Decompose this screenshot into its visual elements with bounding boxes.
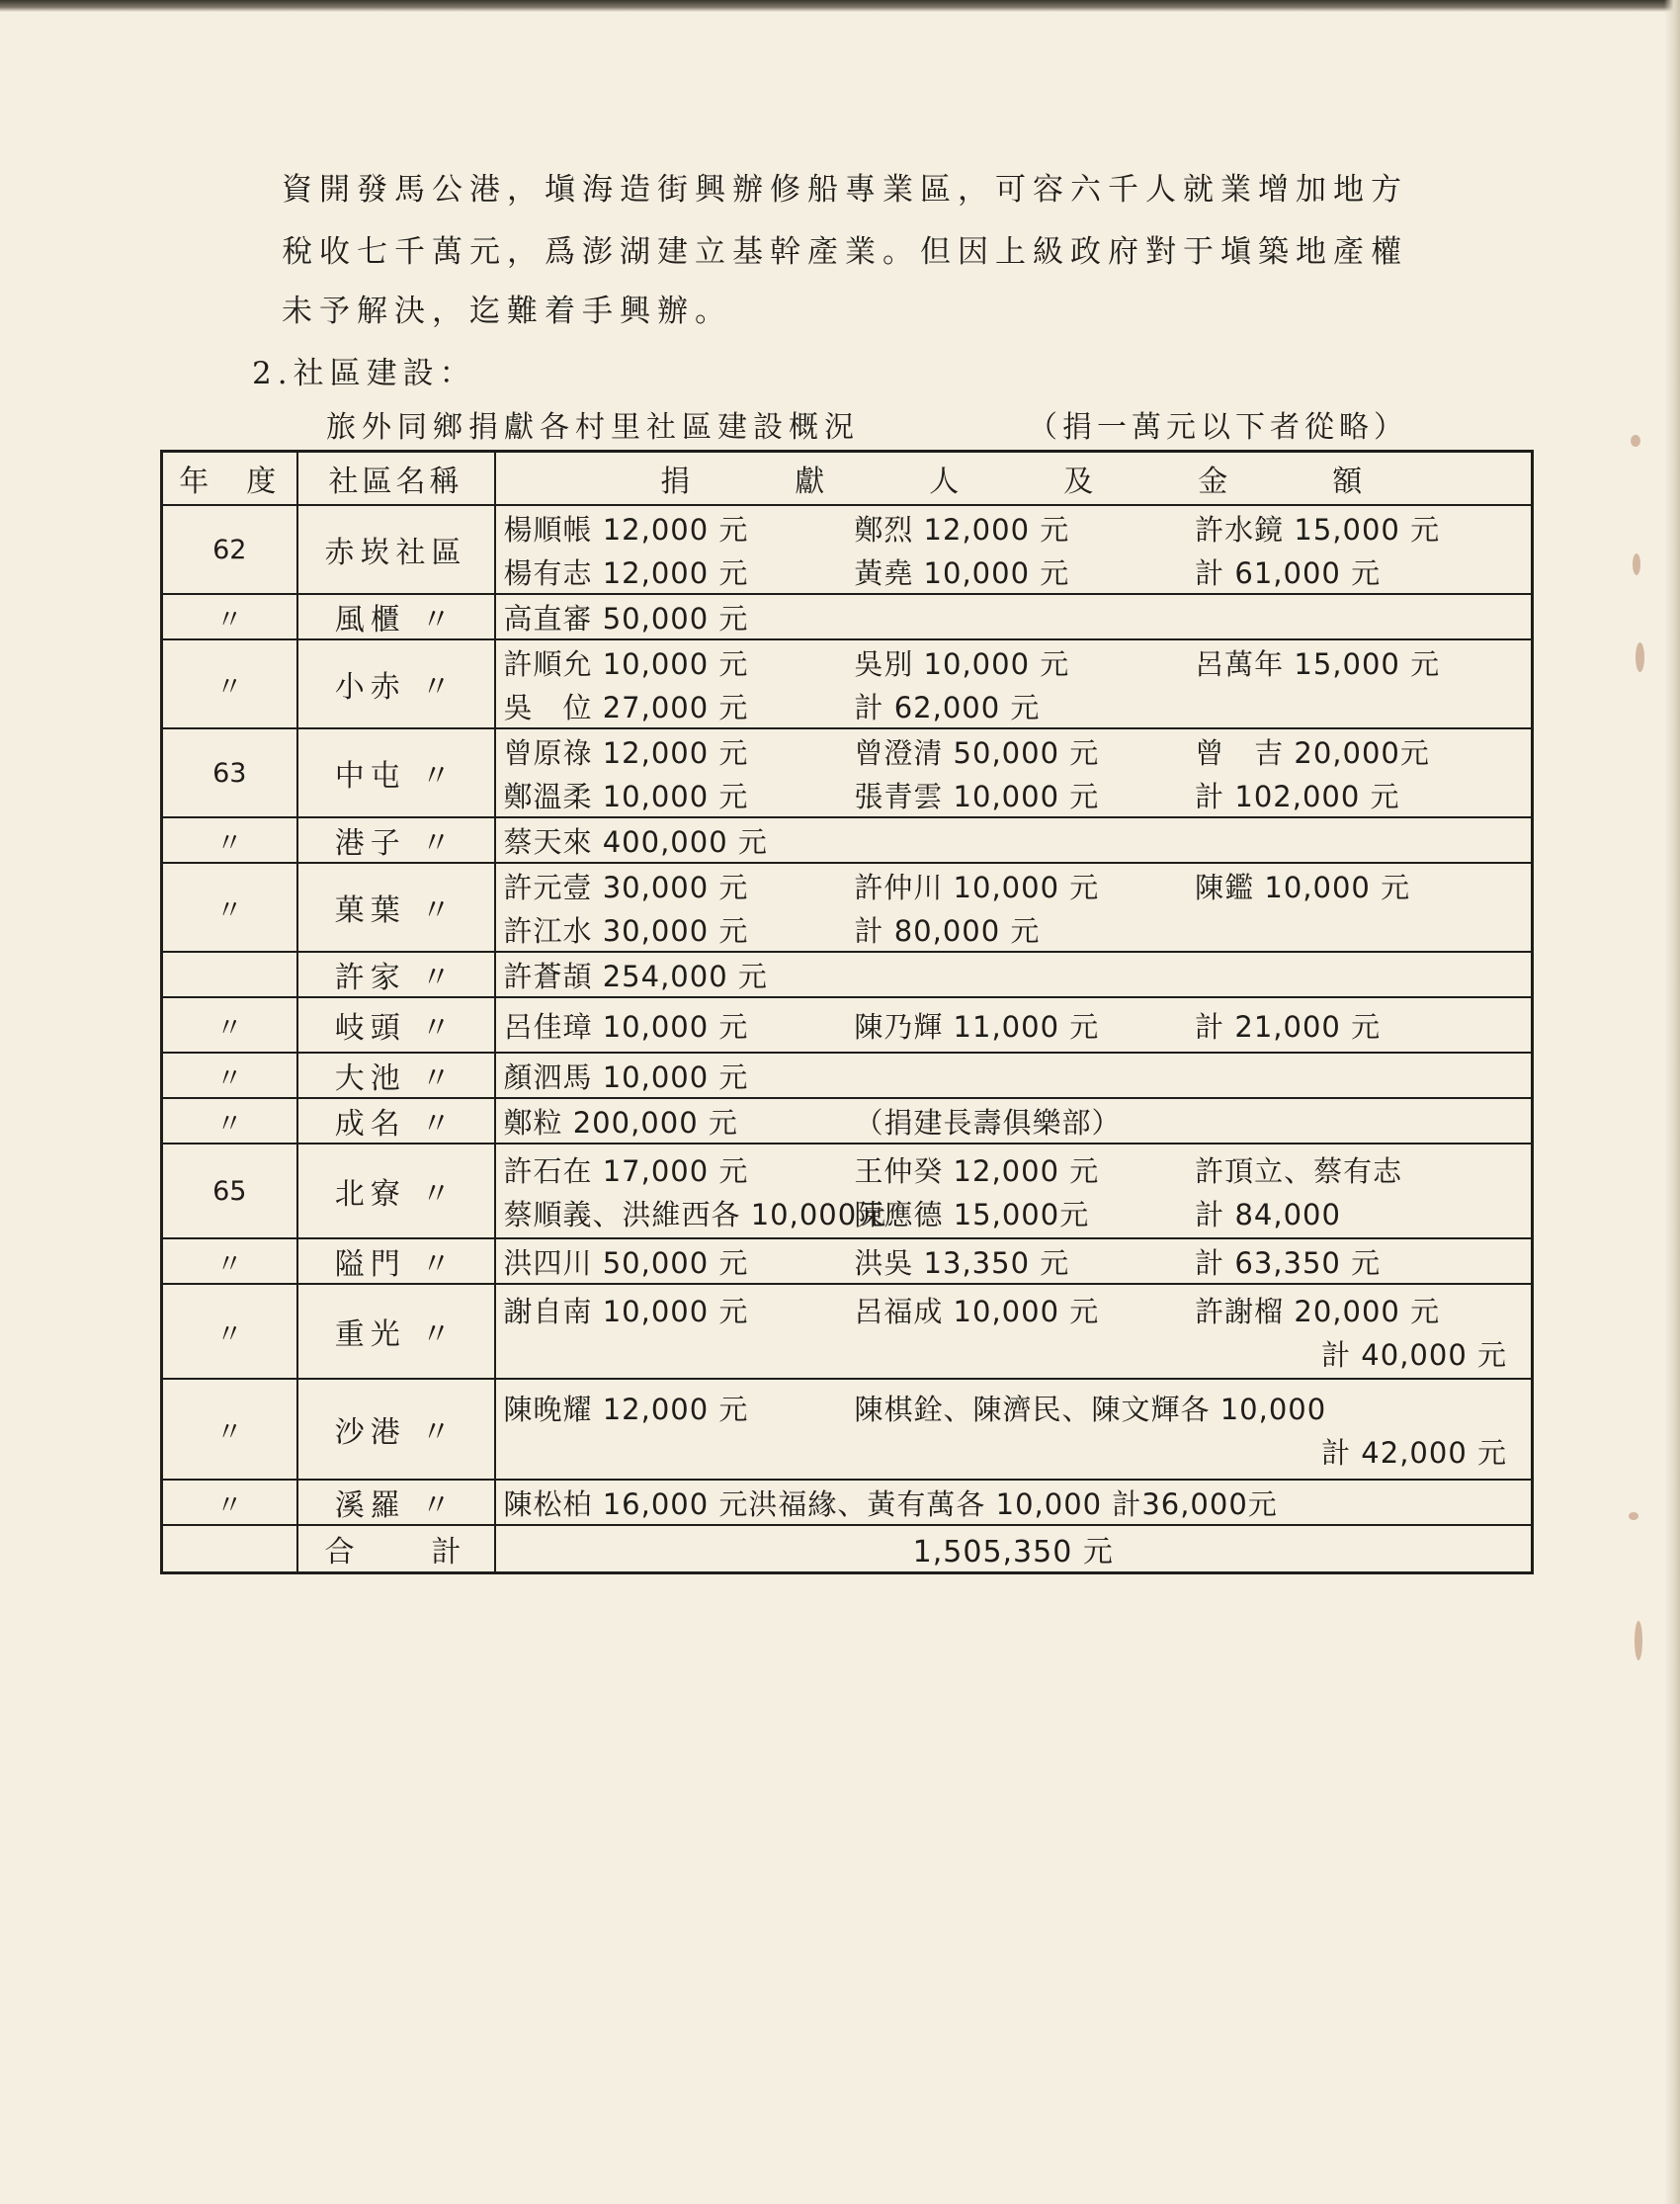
donor-entry: 許謝榴 20,000 元 <box>1195 1294 1441 1328</box>
donor-entry: 計 102,000 元 <box>1195 779 1400 813</box>
donor-entry: 蔡天來 400,000 元 <box>503 824 768 859</box>
donor-entry: （捐建長壽俱樂部） <box>854 1105 1122 1140</box>
header-community: 社區名稱 <box>297 452 495 506</box>
paper-stain <box>1633 553 1640 575</box>
donor-line <box>504 640 1522 684</box>
donor-entry: 許仲川 10,000 元 <box>854 870 1100 904</box>
header-donors: 捐 獻 人 及 金 額 <box>495 452 1533 506</box>
intro-line-2: 稅收七千萬元，爲澎湖建立基幹產業。但因上級政府對于塡築地產權 <box>282 234 1408 270</box>
donor-entry: 計 61,000 元 <box>1195 555 1382 590</box>
table-row <box>162 817 1533 863</box>
table-row <box>162 1144 1533 1238</box>
donor-entry: 許頂立、蔡有志 <box>1195 1153 1403 1188</box>
donor-line <box>504 864 1522 907</box>
donor-entry: 許石在 17,000 元 <box>503 1153 749 1188</box>
year-cell <box>162 952 297 997</box>
donor-line <box>504 1239 1522 1283</box>
donor-entry: 曾原祿 12,000 元 <box>503 735 749 770</box>
donor-line <box>504 550 1522 593</box>
donor-line <box>504 1054 1522 1097</box>
community-cell: 北寮 〃 <box>297 1144 495 1238</box>
table-header-row <box>162 452 1533 506</box>
table-row <box>162 639 1533 728</box>
donors-cell <box>495 639 1533 728</box>
table-row <box>162 997 1533 1053</box>
year-cell: 〃 <box>162 1098 297 1144</box>
donor-line <box>504 1481 1522 1524</box>
table-row <box>162 1284 1533 1379</box>
donor-entry: 計 62,000 元 <box>854 690 1041 724</box>
table-row <box>162 952 1533 997</box>
donor-line <box>504 818 1522 862</box>
donors-cell <box>495 1480 1533 1525</box>
donor-entry: 楊有志 12,000 元 <box>503 555 749 590</box>
donor-entry: 陳松柏 16,000 元洪福緣、黃有萬各 10,000 計36,000元 <box>503 1486 1278 1521</box>
donor-entry: 計 42,000 元 <box>1321 1435 1507 1470</box>
donor-line <box>504 506 1522 550</box>
donor-line <box>504 1288 1522 1331</box>
community-cell: 赤崁社區 <box>297 505 495 594</box>
donor-entry: 許蒼頡 254,000 元 <box>503 959 768 993</box>
community-cell: 港子 〃 <box>297 817 495 863</box>
year-cell: 〃 <box>162 1480 297 1525</box>
table-note: （捐一萬元以下者從略） <box>1028 410 1408 445</box>
total-value: 1,505,350 元 <box>495 1525 1533 1572</box>
donor-line <box>504 773 1522 816</box>
donor-line <box>504 953 1522 996</box>
donor-entry: 吳 位 27,000 元 <box>503 690 749 724</box>
year-cell: 62 <box>162 505 297 594</box>
community-cell: 大池 〃 <box>297 1053 495 1098</box>
donations-table <box>160 450 1534 1574</box>
donor-entry: 陳乃輝 11,000 元 <box>854 1009 1100 1044</box>
donors-cell <box>495 863 1533 952</box>
donor-line <box>504 1147 1522 1191</box>
donor-entry: 計 21,000 元 <box>1195 1009 1382 1044</box>
donor-entry: 鄭溫柔 10,000 元 <box>503 779 749 813</box>
donor-line <box>504 1386 1522 1429</box>
donor-entry: 蔡順義、洪維西各 10,000元 <box>503 1197 887 1231</box>
donor-entry: 洪四川 50,000 元 <box>503 1245 749 1280</box>
donor-entry: 計 84,000 <box>1195 1197 1341 1231</box>
community-cell: 重光 〃 <box>297 1284 495 1379</box>
table-row <box>162 863 1533 952</box>
donor-line <box>504 595 1522 638</box>
donors-cell <box>495 505 1533 594</box>
community-cell: 沙港 〃 <box>297 1379 495 1480</box>
year-cell: 〃 <box>162 817 297 863</box>
donors-cell <box>495 1284 1533 1379</box>
table-row <box>162 1480 1533 1525</box>
community-cell: 成名 〃 <box>297 1098 495 1144</box>
page-right-edge <box>1664 0 1680 2204</box>
year-cell: 〃 <box>162 1053 297 1098</box>
donor-entry: 王仲癸 12,000 元 <box>854 1153 1100 1188</box>
donors-cell <box>495 1144 1533 1238</box>
donor-line <box>504 684 1522 727</box>
table-row <box>162 1098 1533 1144</box>
year-cell: 〃 <box>162 863 297 952</box>
donor-entry: 許江水 30,000 元 <box>503 913 749 948</box>
donors-cell <box>495 1238 1533 1284</box>
table-row <box>162 505 1533 594</box>
donor-entry: 曾澄清 50,000 元 <box>854 735 1100 770</box>
donor-entry: 計 80,000 元 <box>854 913 1041 948</box>
donor-entry: 呂佳璋 10,000 元 <box>503 1009 749 1044</box>
donor-line <box>504 1003 1522 1047</box>
donor-entry: 陳棋銓、陳濟民、陳文輝各 10,000 <box>854 1392 1327 1426</box>
year-cell: 〃 <box>162 594 297 639</box>
community-cell: 許家 〃 <box>297 952 495 997</box>
table-title: 旅外同鄉捐獻各村里社區建設概況 <box>326 410 860 445</box>
donor-entry: 陳鑑 10,000 元 <box>1195 870 1411 904</box>
donors-cell <box>495 997 1533 1053</box>
donor-line <box>504 1191 1522 1234</box>
table-body <box>162 505 1533 1572</box>
community-cell: 岐頭 〃 <box>297 997 495 1053</box>
donor-entry: 曾 吉 20,000元 <box>1195 735 1430 770</box>
donor-entry: 許水鏡 15,000 元 <box>1195 512 1441 547</box>
donor-line <box>504 1429 1522 1473</box>
paper-stain <box>1629 1512 1638 1520</box>
donor-line <box>504 1331 1522 1375</box>
paper-stain <box>1631 435 1640 447</box>
year-cell: 〃 <box>162 639 297 728</box>
header-year: 年 度 <box>162 452 297 506</box>
donors-cell <box>495 1379 1533 1480</box>
paper-stain <box>1636 642 1644 672</box>
community-cell: 小赤 〃 <box>297 639 495 728</box>
paper-stain <box>1635 1621 1642 1660</box>
donor-entry: 黃堯 10,000 元 <box>854 555 1070 590</box>
donor-entry: 高直審 50,000 元 <box>503 601 749 636</box>
donor-line <box>504 1099 1522 1143</box>
table-row <box>162 1379 1533 1480</box>
donors-cell <box>495 1098 1533 1144</box>
donor-entry: 計 63,350 元 <box>1195 1245 1382 1280</box>
donor-entry: 張青雲 10,000 元 <box>854 779 1100 813</box>
donor-entry: 楊順帳 12,000 元 <box>503 512 749 547</box>
table-row <box>162 594 1533 639</box>
donor-entry: 吳別 10,000 元 <box>854 646 1070 681</box>
donor-entry: 謝自南 10,000 元 <box>503 1294 749 1328</box>
donor-entry: 鄭烈 12,000 元 <box>854 512 1070 547</box>
intro-line-1: 資開發馬公港，塡海造街興辦修船專業區，可容六千人就業增加地方 <box>282 172 1408 208</box>
donor-entry: 洪吳 13,350 元 <box>854 1245 1070 1280</box>
year-cell: 〃 <box>162 1379 297 1480</box>
donor-entry: 陳晚耀 12,000 元 <box>503 1392 749 1426</box>
year-cell: 〃 <box>162 997 297 1053</box>
donor-entry: 顏泗馬 10,000 元 <box>503 1060 749 1094</box>
community-cell: 風櫃 〃 <box>297 594 495 639</box>
section-heading: 2.社區建設： <box>252 356 476 391</box>
donors-cell <box>495 594 1533 639</box>
year-cell: 63 <box>162 728 297 817</box>
donor-entry: 計 40,000 元 <box>1321 1337 1507 1372</box>
year-cell: 〃 <box>162 1238 297 1284</box>
total-label: 合 計 <box>297 1525 495 1572</box>
page-top-edge <box>0 0 1680 12</box>
donor-line <box>504 907 1522 951</box>
donor-entry: 呂萬年 15,000 元 <box>1195 646 1441 681</box>
donors-cell <box>495 817 1533 863</box>
table-row <box>162 728 1533 817</box>
donor-entry: 鄭粒 200,000 元 <box>503 1105 738 1140</box>
year-cell: 65 <box>162 1144 297 1238</box>
donor-line <box>504 729 1522 773</box>
table-row <box>162 1238 1533 1284</box>
donors-cell <box>495 728 1533 817</box>
donor-entry: 呂福成 10,000 元 <box>854 1294 1100 1328</box>
community-cell: 隘門 〃 <box>297 1238 495 1284</box>
table-row <box>162 1053 1533 1098</box>
donor-entry: 陳應德 15,000元 <box>854 1197 1090 1231</box>
donors-cell <box>495 1053 1533 1098</box>
community-cell: 菓葉 〃 <box>297 863 495 952</box>
year-cell: 〃 <box>162 1284 297 1379</box>
community-cell: 溪羅 〃 <box>297 1480 495 1525</box>
year-cell <box>162 1525 297 1572</box>
donors-cell <box>495 952 1533 997</box>
donor-entry: 許順允 10,000 元 <box>503 646 749 681</box>
total-row <box>162 1525 1533 1572</box>
intro-line-3: 未予解決，迄難着手興辦。 <box>282 294 732 329</box>
donor-entry: 許元壹 30,000 元 <box>503 870 749 904</box>
community-cell: 中屯 〃 <box>297 728 495 817</box>
